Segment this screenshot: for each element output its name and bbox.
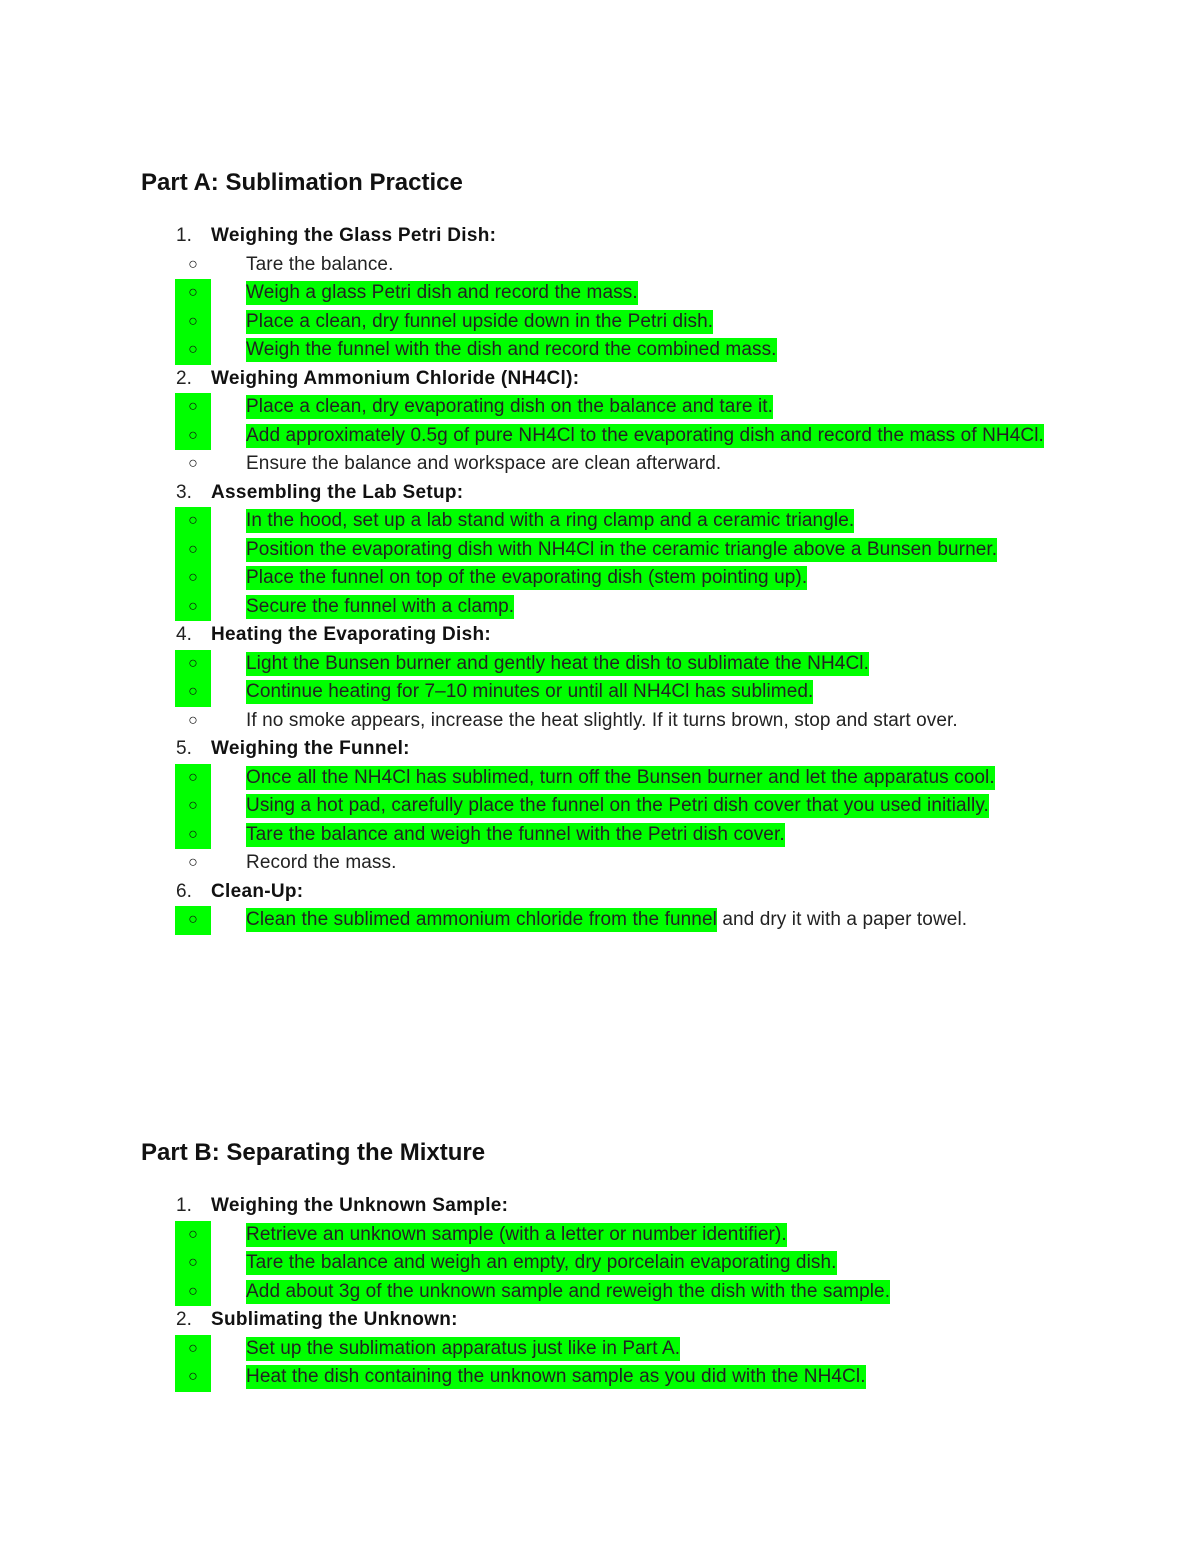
bullet-list — [188, 1335, 1081, 1392]
step-title: Weighing the Unknown Sample: — [211, 1195, 509, 1216]
step-title: Weighing the Glass Petri Dish: — [211, 225, 497, 246]
step-number: 4. — [176, 624, 192, 645]
circle-bullet-icon: ○ — [175, 792, 211, 821]
step-item — [141, 1192, 1081, 1306]
circle-bullet-icon: ○ — [175, 1221, 211, 1250]
step-item — [141, 365, 1081, 479]
bullet-text: Add about 3g of the unknown sample and reweigh the dish with the sample. — [246, 1280, 891, 1302]
bullet-text: Position the evaporating dish with NH4Cl in the ceramic triangle above a Bunsen burner. — [246, 538, 998, 560]
bullet-text: Heat the dish containing the unknown sample as you did with the NH4Cl. — [246, 1366, 866, 1387]
step-item — [141, 222, 1081, 365]
part-b-steps — [141, 1192, 1081, 1392]
circle-bullet-icon: ○ — [188, 255, 198, 273]
highlighted-bullet-item — [175, 792, 1081, 821]
step-number: 2. — [176, 367, 192, 389]
bullet-list — [188, 1221, 1081, 1307]
bullet-text: Tare the balance and weigh the funnel with the Petri dish cover. — [246, 823, 785, 845]
bullet-text: Secure the funnel with a clamp. — [246, 595, 515, 617]
bullet-text: Weigh a glass Petri dish and record the mass. — [246, 282, 638, 303]
step-number: 2. — [176, 1309, 192, 1330]
step-title: Weighing the Funnel: — [211, 738, 410, 759]
bullet-list — [188, 507, 1081, 621]
bullet-text: Place a clean, dry evaporating dish on the balance and tare it. — [246, 396, 774, 417]
bullet-text: Continue heating for 7–10 minutes or until all NH4Cl has sublimed. — [246, 681, 814, 702]
step-title: Heating the Evaporating Dish: — [211, 624, 492, 645]
highlighted-bullet-item — [175, 1278, 1081, 1307]
bullet-text: Record the mass. — [246, 852, 397, 873]
bullet-item — [175, 450, 1081, 479]
part-a-steps — [141, 222, 1081, 935]
step-number: 6. — [176, 880, 192, 902]
bullet-text: If no smoke appears, increase the heat slightly. If it turns brown, stop and start over. — [246, 709, 958, 731]
highlighted-bullet-item — [175, 1249, 1081, 1278]
bullet-text: Place a clean, dry funnel upside down in the Petri dish. — [246, 310, 714, 332]
bullet-item — [175, 251, 1081, 280]
circle-bullet-icon: ○ — [175, 393, 211, 422]
highlighted-bullet-item — [175, 593, 1081, 622]
bullet-text: Tare the balance and weigh an empty, dry porcelain evaporating dish. — [246, 1252, 837, 1273]
highlighted-bullet-item — [175, 536, 1081, 565]
highlighted-bullet-item — [175, 650, 1081, 679]
bullet-text: Add approximately 0.5g of pure NH4Cl to the evaporating dish and record the mass of NH4Cl. — [246, 424, 1044, 446]
bullet-text: Weigh the funnel with the dish and record the combined mass. — [246, 339, 777, 360]
circle-bullet-icon: ○ — [175, 1249, 211, 1278]
part-a-heading: Part A: Sublimation Practice — [141, 169, 463, 196]
circle-bullet-icon: ○ — [175, 507, 211, 536]
circle-bullet-icon: ○ — [188, 854, 198, 871]
step-item — [141, 878, 1081, 935]
bullet-text: Clean the sublimed ammonium chloride from the funnel — [246, 909, 717, 930]
highlighted-bullet-item — [175, 1221, 1081, 1250]
bullet-text: Set up the sublimation apparatus just like in Part A. — [246, 1337, 681, 1359]
part-b-section — [141, 1136, 1081, 1392]
bullet-text-continuation: and dry it with a paper towel. — [716, 909, 968, 930]
bullet-list — [188, 650, 1081, 736]
bullet-list — [188, 906, 1081, 935]
step-number: 1. — [176, 1195, 192, 1216]
highlighted-bullet-item — [175, 1335, 1081, 1364]
highlighted-bullet-item — [175, 422, 1081, 451]
highlighted-bullet-item — [175, 1363, 1081, 1392]
highlighted-bullet-item — [175, 507, 1081, 536]
part-a-section — [141, 166, 1081, 935]
step-title: Weighing Ammonium Chloride (NH4Cl): — [211, 367, 580, 389]
bullet-text: Ensure the balance and workspace are clean afterward. — [246, 453, 722, 474]
circle-bullet-icon: ○ — [175, 1278, 211, 1307]
step-title: Clean-Up: — [211, 880, 304, 902]
bullet-text: Light the Bunsen burner and gently heat the dish to sublimate the NH4Cl. — [246, 652, 869, 674]
step-item — [141, 479, 1081, 622]
highlighted-bullet-item — [175, 308, 1081, 337]
step-item — [141, 735, 1081, 878]
bullet-item — [175, 707, 1081, 736]
bullet-list — [188, 251, 1081, 365]
circle-bullet-icon: ○ — [175, 678, 211, 707]
circle-bullet-icon: ○ — [175, 650, 211, 679]
part-b-heading: Part B: Separating the Mixture — [141, 1139, 486, 1166]
highlighted-bullet-item — [175, 336, 1081, 365]
bullet-text: Place the funnel on top of the evaporating dish (stem pointing up). — [246, 567, 808, 588]
circle-bullet-icon: ○ — [175, 564, 211, 593]
highlighted-bullet-item — [175, 906, 1081, 935]
bullet-item — [175, 849, 1081, 878]
bullet-text: Using a hot pad, carefully place the funnel on the Petri dish cover that you used initially. — [246, 795, 989, 816]
circle-bullet-icon: ○ — [175, 1363, 211, 1392]
highlighted-bullet-item — [175, 279, 1081, 308]
highlighted-bullet-item — [175, 564, 1081, 593]
circle-bullet-icon: ○ — [175, 536, 211, 565]
circle-bullet-icon: ○ — [175, 1335, 211, 1364]
bullet-text: Once all the NH4Cl has sublimed, turn off the Bunsen burner and let the apparatus cool. — [246, 766, 995, 788]
highlighted-bullet-item — [175, 393, 1081, 422]
step-item — [141, 1306, 1081, 1392]
circle-bullet-icon: ○ — [188, 711, 198, 729]
circle-bullet-icon: ○ — [175, 279, 211, 308]
circle-bullet-icon: ○ — [175, 308, 211, 337]
step-item — [141, 621, 1081, 735]
step-number: 3. — [176, 481, 192, 503]
highlighted-bullet-item — [175, 764, 1081, 793]
highlighted-bullet-item — [175, 821, 1081, 850]
step-number: 1. — [176, 225, 192, 246]
step-number: 5. — [176, 738, 192, 759]
circle-bullet-icon: ○ — [175, 336, 211, 365]
bullet-list — [188, 764, 1081, 878]
highlighted-bullet-item — [175, 678, 1081, 707]
circle-bullet-icon: ○ — [175, 906, 211, 935]
bullet-text: Retrieve an unknown sample (with a letter or number identifier). — [246, 1223, 787, 1245]
step-title: Sublimating the Unknown: — [211, 1309, 458, 1330]
circle-bullet-icon: ○ — [188, 455, 198, 472]
step-title: Assembling the Lab Setup: — [211, 481, 464, 503]
circle-bullet-icon: ○ — [175, 764, 211, 793]
bullet-list — [188, 393, 1081, 479]
circle-bullet-icon: ○ — [175, 593, 211, 622]
circle-bullet-icon: ○ — [175, 821, 211, 850]
bullet-text: In the hood, set up a lab stand with a ring clamp and a ceramic triangle. — [246, 510, 855, 531]
circle-bullet-icon: ○ — [175, 422, 211, 451]
bullet-text: Tare the balance. — [246, 253, 394, 275]
